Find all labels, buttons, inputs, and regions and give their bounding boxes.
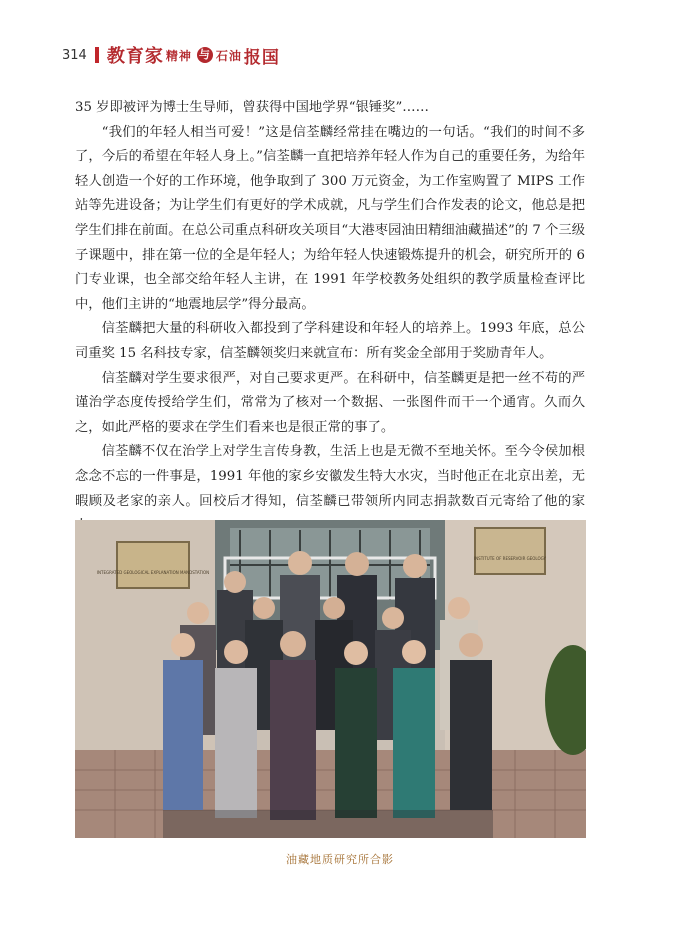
header-divider [95,47,99,63]
book-title-part3: 石油 [215,48,242,63]
paragraph: 35 岁即被评为博士生导师，曾获得中国地学界“银锤奖”…… [75,100,429,115]
group-photo [75,520,586,838]
body-text [75,96,585,539]
book-title-part4: 报国 [243,47,280,68]
paragraph: “我们的年轻人相当可爱！”这是信荃麟经常挂在嘴边的一句话。“我们的时间不多了，今后的希望在年轻人身上。”信荃麟一直把培养年轻人作为自己的重要任务，为给年轻人创造一个好的工作环境，他争取到了 300 万元资金，为工作室购置了 MIPS 工作站等先进设备；为让学生们有更好的学术成就，凡与学生们合作发表的论文，他总是把学生们排在前面。在总公司重点科研攻关项目“大港枣园油田精细油藏描述”的 7 个三级子课题中，排在第一位的全是年轻人；为给年轻人快速锻炼提升的机会，研究所开的 6 门专业课，也全部交给年轻人主讲，在 1991 年学校教务处组织的教学质量检查评比中，他们主讲的“地震地层学”得分最高。 [75,124,585,312]
plaque-right-text: INSTITUTE OF RESERVOIR GEOLOGY [474,556,546,561]
running-header [62,40,280,70]
photo-caption: 油藏地质研究所合影 [286,853,394,866]
paragraph: 信荃麟不仅在治学上对学生言传身教，生活上也是无微不至地关怀。至今令侯加根念念不忘的一件事是，1991 年他的家乡安徽发生特大水灾，当时他正在北京出差，无暇顾及老家的亲人。回校后才得知，信荃麟已带领所内同志捐款数百元寄给了他的家 [75,444,585,509]
paragraph: 信荃麟对学生要求很严，对自己要求更严。在科研中，信荃麟更是把一丝不苟的严谨治学态度传授给学生们，常常为了核对一个数据、一张图件而干一个通宵。久而久之，如此严格的要求在学生们看来也是很正常的事了。 [75,370,585,435]
plaque-left-text: INTEGRATED GEOLOGICAL EXPLANATION MANDSTATION [96,570,210,575]
book-title-part2: 精神 [165,48,192,63]
book-title-part1: 教育家 [106,46,164,67]
book-title-and-badge: 与 [198,48,211,61]
book-title [107,42,280,68]
page-number: 314 [62,47,87,63]
paragraph: 信荃麟把大量的科研收入都投到了学科建设和年轻人的培养上。1993 年底，总公司重奖 15 名科技专家，信荃麟领奖归来就宣布：所有奖金全部用于奖励青年人。 [75,321,585,361]
